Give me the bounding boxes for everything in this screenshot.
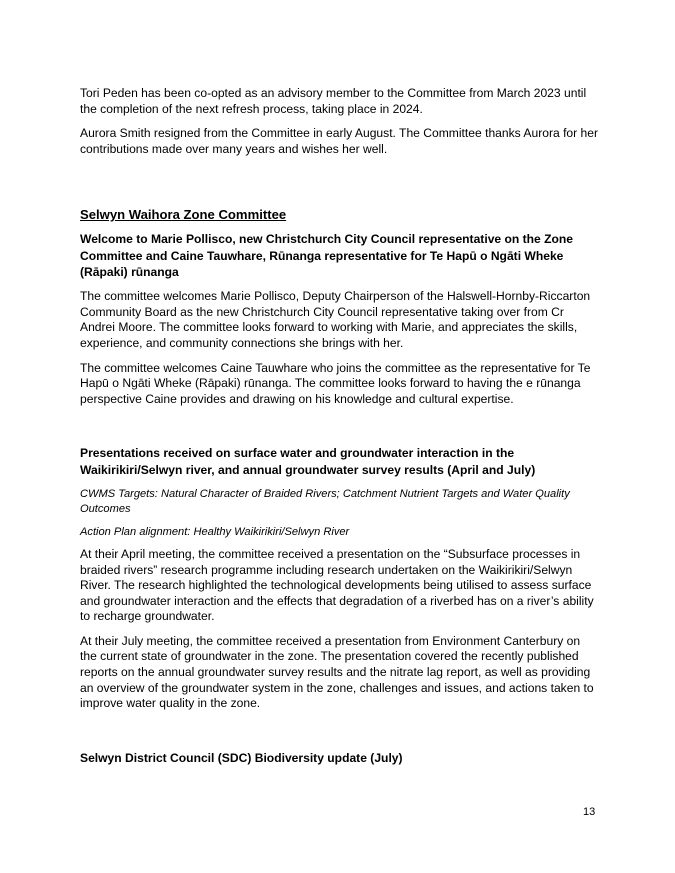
page-number: 13	[583, 806, 596, 818]
cwms-targets: CWMS Targets: Natural Character of Braided Rivers; Catchment Nutrient Targets and Water Quality Outcomes	[80, 488, 570, 516]
presentations-paragraph-april: At their April meeting, the committee received a presentation on the “Subsurface processes in braided rivers” research programme including research undertaken on the Waikirikiri/Selwyn River. The research highlighted the technological developments being utilised to assess surface and groundwater interaction and the effects that degradation of a riverbed has on a river’s ability to recharge groundwater.	[80, 546, 594, 624]
document-body	[80, 86, 600, 775]
presentations-heading: Presentations received on surface water and groundwater interaction in the Waikirikiri/Selwyn river, and annual groundwater survey results (April and July)	[80, 446, 536, 477]
welcome-paragraph-marie: The committee welcomes Marie Pollisco, Deputy Chairperson of the Halswell-Hornby-Riccarton Community Board as the new Christchurch City Council representative taking over from Cr Andrei Moore. The committee looks forward to working with Marie, and appreciates the skills, experience, and community connections she brings with her.	[80, 289, 591, 351]
action-plan-alignment: Action Plan alignment: Healthy Waikirikiri/Selwyn River	[80, 525, 350, 538]
presentations-paragraph-july: At their July meeting, the committee received a presentation from Environment Canterbury on the current state of groundwater in the zone. The presentation covered the recently published reports on the annual groundwater survey results and the nitrate lag report, as well as providing an overview of the groundwater system in the zone, challenges and issues, and actions taken to improve water quality in the zone.	[80, 633, 594, 711]
section-title: Selwyn Waihora Zone Committee	[80, 207, 287, 223]
intro-paragraph-aurora-smith: Aurora Smith resigned from the Committee in early August. The Committee thanks Aurora for her contributions made over many years and wishes her well.	[80, 126, 599, 156]
welcome-paragraph-caine: The committee welcomes Caine Tauwhare who joins the committee as the representative for Te Hapū o Ngāti Wheke (Rāpaki) rūnanga. The committee looks forward to having the e rūnanga perspective Caine provides and drawing on his knowledge and cultural expertise.	[80, 360, 591, 406]
intro-paragraph-tori-peden: Tori Peden has been co-opted as an advisory member to the Committee from March 2023 until the completion of the next refresh process, taking place in 2024.	[80, 86, 587, 116]
biodiversity-heading: Selwyn District Council (SDC) Biodiversity update (July)	[80, 750, 403, 765]
welcome-heading: Welcome to Marie Pollisco, new Christchurch City Council representative on the Zone Committee and Caine Tauwhare, Rūnanga representative for Te Hapū o Ngāti Wheke (Rāpaki) rūnanga	[80, 232, 574, 279]
